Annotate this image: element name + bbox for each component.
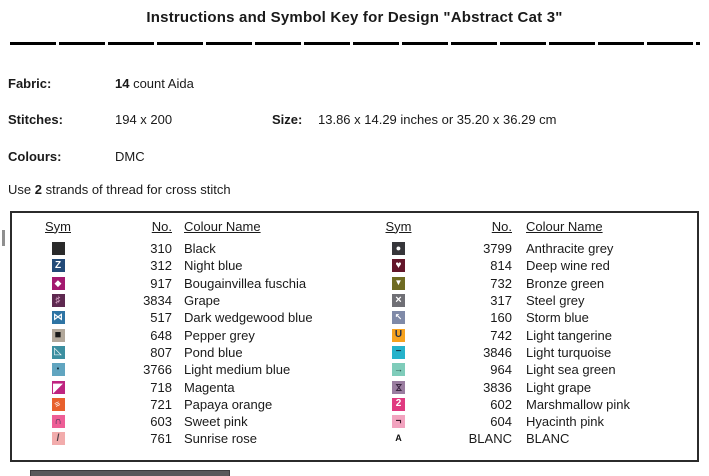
symbol-glyph-right: ♥ [395,259,402,271]
thread-number-right: 602 [490,396,512,412]
symbol-swatch-right [392,381,405,394]
next-section-edge [30,470,230,476]
fabric-row [0,76,709,92]
colour-name-right: Marshmallow pink [526,396,631,412]
symbol-glyph-right: ● [395,243,402,254]
table-row [12,240,697,257]
colour-name-right: Storm blue [526,310,589,326]
thread-number-right: 317 [490,293,512,309]
table-body [12,240,697,448]
symbol-glyph-right: 2 [395,398,402,410]
symbol-glyph-left: ■ [54,242,62,256]
symbol-glyph-right: A [395,433,402,444]
colour-name-left: Sweet pink [184,414,248,430]
table-row [12,344,697,361]
size-label: Size: [272,112,303,127]
symbol-swatch-right [392,242,405,255]
colour-name-right: Deep wine red [526,258,610,274]
symbol-swatch-right [392,259,405,272]
thread-number-left: 807 [150,344,172,360]
symbol-swatch-left [52,415,65,428]
note-prefix: Use [8,182,35,197]
symbol-swatch-left [52,277,65,290]
header-sym-right: Sym [385,218,412,234]
symbol-swatch-left [52,242,65,255]
symbol-glyph-right: ⋈ [394,382,404,392]
thread-number-left: 917 [150,275,172,291]
table-row [12,413,697,430]
stitches-row [0,112,709,128]
symbol-glyph-left: ≡ [53,398,63,410]
symbol-swatch-left [52,381,65,394]
symbol-swatch-left [52,311,65,324]
fabric-rest: count Aida [129,76,194,91]
thread-number-right: 3846 [483,344,512,360]
symbol-glyph-right: → [394,364,403,375]
thread-number-right: 604 [490,414,512,430]
thread-number-right: 3799 [483,241,512,257]
thread-number-left: 3766 [143,362,172,378]
symbol-swatch-left [52,259,65,272]
strands-note [8,182,231,197]
symbol-glyph-left: ⋈ [53,311,63,323]
colour-name-left: Night blue [184,258,243,274]
colour-name-left: Pond blue [184,344,243,360]
table-row [12,396,697,413]
colour-name-right: Anthracite grey [526,241,614,257]
symbol-glyph-right: ¬ [395,415,402,427]
page-title: Instructions and Symbol Key for Design "Abstract Cat 3" [146,9,563,26]
symbol-swatch-right [392,329,405,342]
page-edge-mark [2,230,5,246]
colour-name-left: Grape [184,293,221,309]
symbol-glyph-right: U [394,329,403,341]
header-name-left: Colour Name [184,218,261,234]
fabric-value [115,76,194,91]
symbol-glyph-left: ◺ [54,346,62,358]
thread-number-right: BLANC [468,431,512,447]
table-row [12,326,697,343]
thread-number-left: 718 [150,379,172,395]
colours-label: Colours: [8,149,62,164]
header-name-right: Colour Name [526,218,603,234]
thread-number-right: 732 [490,275,512,291]
symbol-swatch-left [52,432,65,445]
symbol-swatch-right [392,311,405,324]
colour-name-left: Papaya orange [184,396,273,412]
colour-name-left: Sunrise rose [184,431,257,447]
symbol-glyph-right: × [395,294,402,307]
thread-number-left: 3834 [143,293,172,309]
divider-line [10,42,700,45]
colours-value: DMC [115,149,145,164]
table-row [12,275,697,292]
symbol-swatch-left [52,294,65,307]
colour-name-left: Light medium blue [184,362,291,378]
fabric-count: 14 [115,76,130,91]
colour-name-left: Pepper grey [184,327,255,343]
symbol-swatch-left [52,398,65,411]
size-value: 13.86 x 14.29 inches or 35.20 x 36.29 cm [318,112,557,127]
thread-number-left: 312 [150,258,172,274]
symbol-glyph-left: Z [54,259,62,271]
symbol-swatch-right [392,432,405,445]
colour-name-right: Bronze green [526,275,605,291]
thread-number-right: 742 [490,327,512,343]
colour-name-left: Black [184,241,216,257]
thread-number-right: 3836 [483,379,512,395]
fabric-label: Fabric: [8,76,52,91]
symbol-key-table [10,211,699,462]
colour-name-right: BLANC [526,431,570,447]
colour-name-right: Light grape [526,379,592,395]
symbol-glyph-left: ■ [54,328,62,341]
colour-name-right: Light turquoise [526,344,612,360]
table-row [12,361,697,378]
thread-number-left: 721 [150,396,172,412]
colour-name-left: Dark wedgewood blue [184,310,313,326]
thread-number-left: 603 [150,414,172,430]
colour-name-right: Hyacinth pink [526,414,605,430]
table-row [12,378,697,395]
header-sym-left: Sym [45,218,71,234]
symbol-glyph-left: ◤ [53,380,63,394]
symbol-swatch-right [392,415,405,428]
thread-number-right: 964 [490,362,512,378]
colour-name-left: Magenta [184,379,235,395]
colour-name-right: Steel grey [526,293,585,309]
colour-name-right: Light tangerine [526,327,613,343]
symbol-swatch-right [392,346,405,359]
thread-number-left: 310 [150,241,172,257]
header-no-right: No. [491,218,512,234]
symbol-glyph-left: • [56,366,60,374]
symbol-glyph-left: ♯ [55,294,61,306]
colour-name-right: Light sea green [526,362,616,378]
table-row [12,309,697,326]
symbol-glyph-right: − [395,346,402,358]
header-no-left: No. [151,218,172,234]
symbol-glyph-left: / [56,432,60,444]
thread-number-left: 648 [150,327,172,343]
symbol-swatch-left [52,346,65,359]
thread-number-right: 160 [490,310,512,326]
table-row [12,430,697,447]
symbol-swatch-right [392,277,405,290]
symbol-glyph-right: ▼ [394,278,403,288]
stitches-value: 194 x 200 [115,112,173,127]
thread-number-left: 517 [150,310,172,326]
table-row [12,257,697,274]
note-rest: strands of thread for cross stitch [41,182,231,197]
symbol-glyph-left: ◆ [54,277,62,288]
colours-row [0,149,709,165]
stitches-label: Stitches: [8,112,63,127]
symbol-swatch-right [392,398,405,411]
table-row [12,292,697,309]
note-strand-count: 2 [34,182,42,197]
symbol-glyph-left: ∩ [54,415,62,427]
table-header-row [12,216,697,236]
thread-number-right: 814 [490,258,512,274]
colour-name-left: Bougainvillea fuschia [184,275,307,291]
symbol-swatch-right [392,294,405,307]
thread-number-left: 761 [150,431,172,447]
symbol-glyph-right: ↖ [394,312,403,323]
symbol-swatch-left [52,363,65,376]
symbol-swatch-right [392,363,405,376]
symbol-swatch-left [52,329,65,342]
